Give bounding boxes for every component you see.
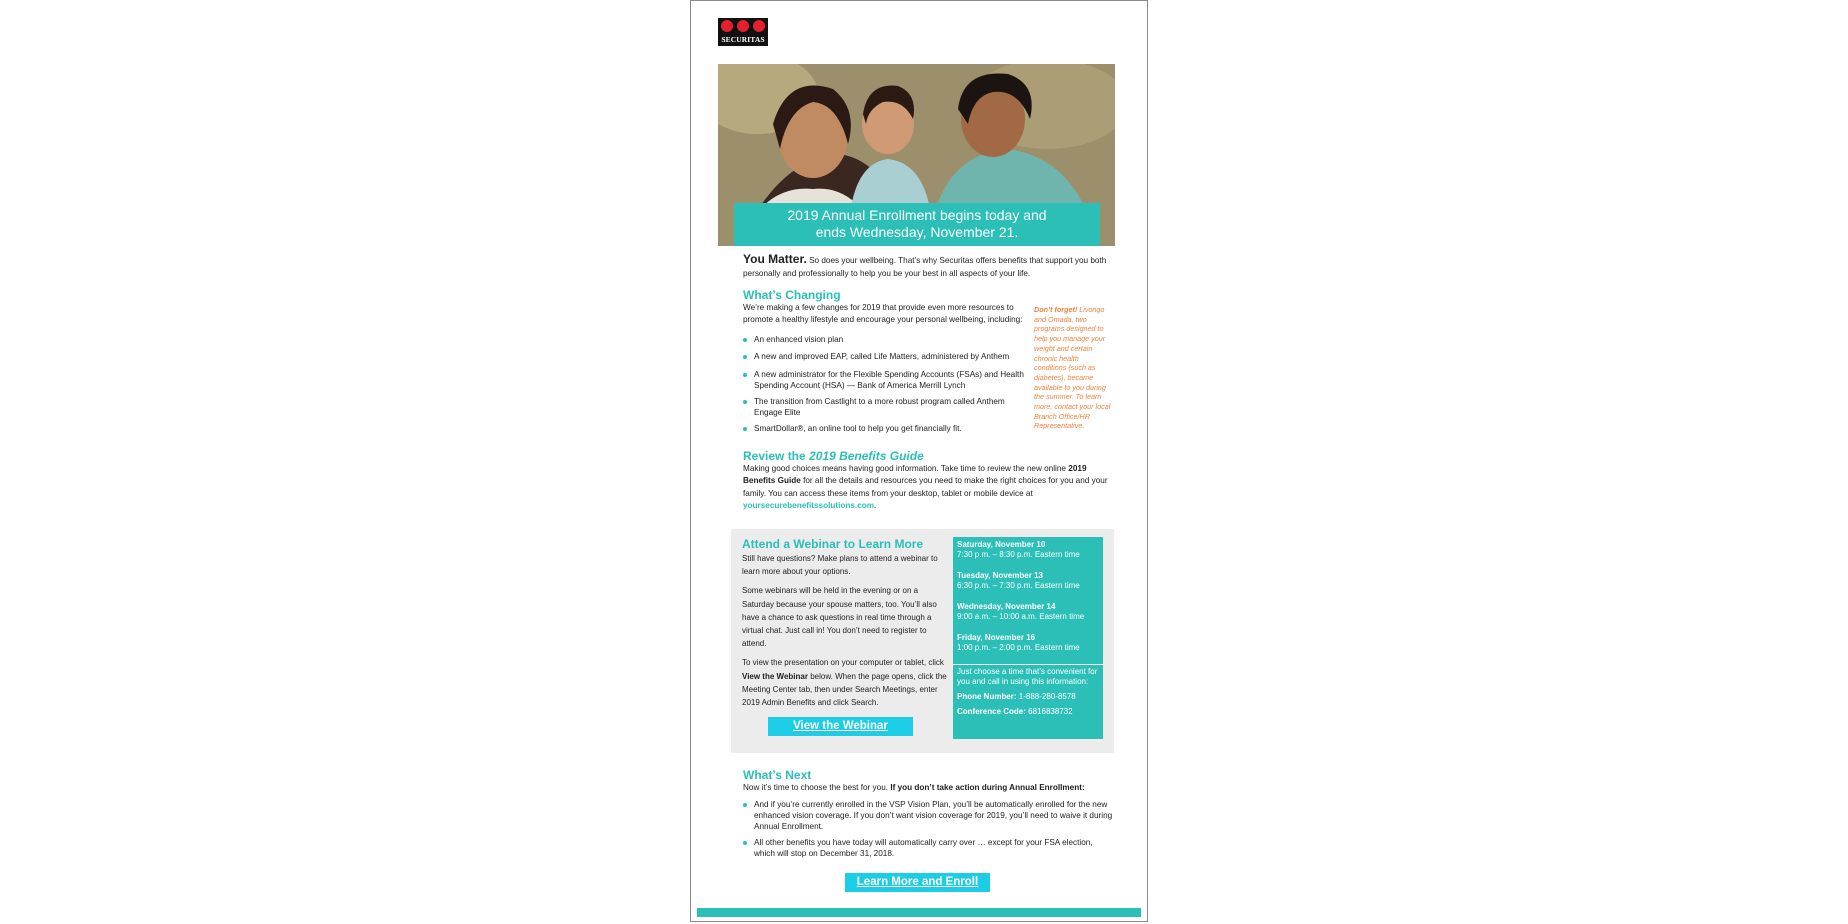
benefits-guide-heading: Review the 2019 Benefits Guide — [743, 449, 924, 463]
enrollment-banner — [734, 203, 1100, 246]
note-lead: Don’t forget! — [1034, 305, 1078, 314]
session-item: Tuesday, November 13 6:30 p.m. – 7:30 p.m. Eastern time — [957, 571, 1080, 590]
intro-paragraph — [743, 253, 1113, 280]
list-item: SmartDollar®, an online tool to help you get financially fit. — [743, 423, 1033, 436]
benefits-site-link[interactable]: yoursecurebenefitssolutions.com — [743, 501, 875, 510]
list-item: And if you’re currently enrolled in the VSP Vision Plan, you’ll be automatically enrolled for the new enhanced vision coverage. If you don’t want vision coverage for 2019, you’ll need to waive it during Annual Enrollment. — [743, 799, 1113, 832]
conference-code: Conference Code: 6816838732 — [957, 707, 1073, 716]
webinar-paragraph-2: Some webinars will be held in the evening or on a Saturday because your spouse matters, too. You’ll also have a chance to ask questions in real time through a virtual chat. Just call in! You don’t need to register to attend. — [742, 586, 937, 649]
list-item: All other benefits you have today will automatically carry over … except for your FSA election, which will stop on December 31, 2018. — [743, 837, 1113, 859]
webinar-paragraph-1: Still have questions? Make plans to attend a webinar to learn more about your options. — [742, 554, 938, 577]
list-item: A new and improved EAP, called Life Matters, administered by Anthem — [743, 351, 1033, 364]
intro-lead: You Matter. — [743, 252, 807, 266]
benefits-guide-text: Making good choices means having good information. Take time to review the new online 2019 Benefits Guide for all the details and resources you need to make the right choices for you and your family. You can access these items from your desktop, tablet or mobile device at yoursecurebenefitssolutions.com. — [743, 463, 1108, 510]
banner-line-2: ends Wednesday, November 21. — [815, 224, 1019, 240]
footer-bar — [697, 908, 1141, 917]
webinar-panel — [731, 529, 1114, 753]
intro-text: So does your wellbeing. That’s why Securitas offers benefits that support you both personally and professionally to help you be your best in all aspects of your life. — [743, 256, 1107, 278]
dont-forget-note — [1034, 305, 1112, 431]
webinar-heading: Attend a Webinar to Learn More — [742, 537, 924, 551]
next-list — [743, 799, 1113, 859]
list-item: The transition from Castlight to a more robust program called Anthem Engage Elite — [743, 396, 1033, 418]
schedule-divider — [953, 664, 1103, 665]
whats-next-section — [743, 769, 1113, 864]
webinar-paragraph-3: To view the presentation on your computer or tablet, click View the Webinar below. When the page opens, click the Meeting Center tab, then under Search Meetings, enter 2019 Admin Benefits and click Search. — [742, 658, 947, 708]
hero-image — [718, 64, 1115, 246]
call-in-text: Just choose a time that’s convenient for you and call in using this information: — [957, 667, 1098, 686]
email-container — [690, 0, 1148, 922]
logo-dots-icon — [721, 20, 765, 32]
note-text: Livongo and Omada, two programs designed to help you manage your weight and certain chronic health conditions (such as diabetes), became available to you during the summer. To learn more, contact your local Branch Office/HR Representative. — [1034, 305, 1111, 431]
learn-more-enroll-button[interactable]: Learn More and Enroll — [845, 873, 990, 892]
whats-changing-heading: What’s Changing — [743, 288, 841, 302]
webinar-schedule — [953, 537, 1103, 739]
banner-line-1: 2019 Annual Enrollment begins today and — [787, 207, 1047, 223]
view-webinar-button[interactable]: View the Webinar — [768, 717, 913, 736]
whats-next-intro: Now it’s time to choose the best for you. If you don’t take action during Annual Enrollment: — [743, 782, 1085, 792]
session-item: Friday, November 16 1:00 p.m. – 2:00 p.m. Eastern time — [957, 633, 1080, 652]
logo-text: SECURITAS — [721, 35, 765, 44]
session-item: Saturday, November 10 7:30 p.m. – 8:30 p.m. Eastern time — [957, 540, 1080, 559]
call-in-info — [957, 667, 1099, 722]
session-item: Wednesday, November 14 9:00 a.m. – 10:00 a.m. Eastern time — [957, 602, 1085, 621]
list-item: An enhanced vision plan — [743, 334, 1033, 347]
changes-list — [743, 334, 1033, 436]
whats-changing-section — [743, 289, 1033, 440]
phone-number: Phone Number: 1-888-280-8578 — [957, 692, 1076, 701]
whats-next-heading: What’s Next — [743, 768, 812, 782]
list-item: A new administrator for the Flexible Spending Accounts (FSAs) and Health Spending Account (HSA) — Bank of America Merrill Lynch — [743, 369, 1033, 391]
securitas-logo — [718, 18, 768, 46]
webinar-info — [742, 537, 947, 715]
benefits-guide-section — [743, 450, 1113, 513]
whats-changing-intro: We’re making a few changes for 2019 that provide even more resources to promote a healthy lifestyle and encourage your personal wellbeing, including: — [743, 302, 1023, 324]
